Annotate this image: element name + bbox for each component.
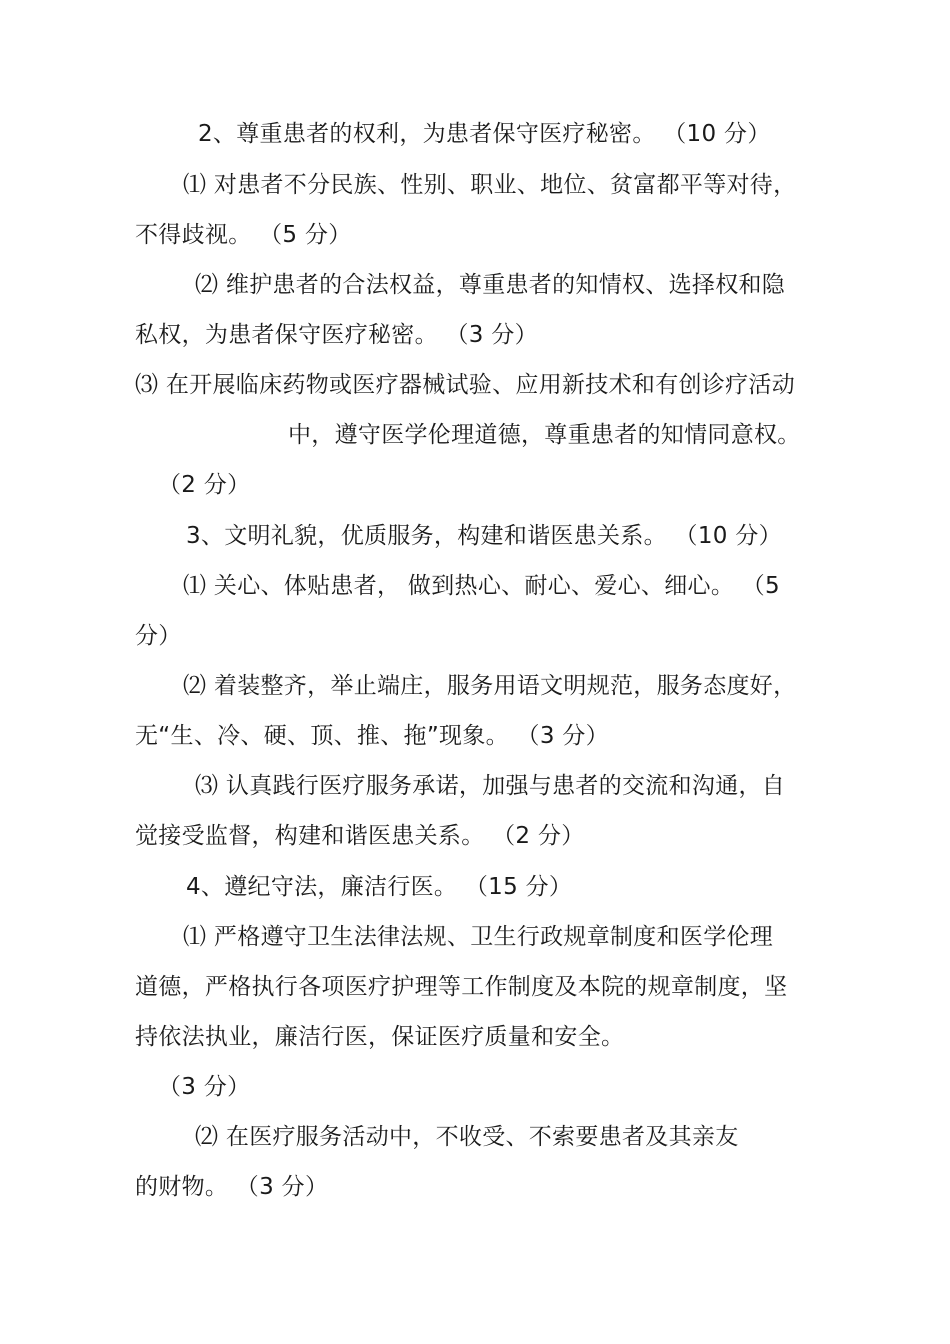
section-3-item-3-line-2: 觉接受监督，构建和谐医患关系。 （2 分） xyxy=(135,823,585,849)
section-4-item-1-line-2: 道德，严格执行各项医疗护理等工作制度及本院的规章制度，坚 xyxy=(135,974,788,1000)
section-3-item-3-line-1: ⑶ 认真践行医疗服务承诺，加强与患者的交流和沟通，自 xyxy=(195,773,786,799)
section-4-item-1-line-1: ⑴ 严格遵守卫生法律法规、卫生行政规章制度和医学伦理 xyxy=(183,924,774,950)
section-3-heading: 3、文明礼貌，优质服务，构建和谐医患关系。 （10 分） xyxy=(186,523,782,549)
section-3-item-2-line-1: ⑵ 着装整齐，举止端庄，服务用语文明规范，服务态度好， xyxy=(183,673,797,699)
section-2-item-1-line-1: ⑴ 对患者不分民族、性别、职业、地位、贫富都平等对待， xyxy=(183,172,797,198)
section-4-heading: 4、遵纪守法，廉洁行医。 （15 分） xyxy=(186,874,573,900)
section-2-item-3-line-1: ⑶ 在开展临床药物或医疗器械试验、应用新技术和有创诊疗活动 xyxy=(135,372,796,398)
section-4-item-2-line-2: 的财物。 （3 分） xyxy=(135,1174,329,1200)
section-4-item-1-line-3: 持依法执业，廉洁行医，保证医疗质量和安全。 xyxy=(135,1024,625,1050)
section-4-item-2-line-1: ⑵ 在医疗服务活动中，不收受、不索要患者及其亲友 xyxy=(195,1124,739,1150)
section-2-item-3-line-2: 中，遵守医学伦理道德，尊重患者的知情同意权。 xyxy=(288,422,801,448)
section-2-item-2-line-2: 私权，为患者保守医疗秘密。 （3 分） xyxy=(135,322,538,348)
section-3-item-2-line-2: 无“生、冷、硬、顶、推、拖”现象。 （3 分） xyxy=(135,723,609,749)
section-3-item-1-line-2: 分） xyxy=(135,623,182,649)
section-3-item-1-line-1: ⑴ 关心、体贴患者， 做到热心、耐心、爱心、细心。 （5 xyxy=(183,573,780,599)
section-2-item-1-line-2: 不得歧视。 （5 分） xyxy=(135,222,352,248)
section-4-item-1-score: （3 分） xyxy=(158,1074,251,1100)
section-2-item-2-line-1: ⑵ 维护患者的合法权益，尊重患者的知情权、选择权和隐 xyxy=(195,272,786,298)
section-2-item-3-score: （2 分） xyxy=(158,472,251,498)
section-2-heading: 2、尊重患者的权利，为患者保守医疗秘密。 （10 分） xyxy=(198,121,771,147)
